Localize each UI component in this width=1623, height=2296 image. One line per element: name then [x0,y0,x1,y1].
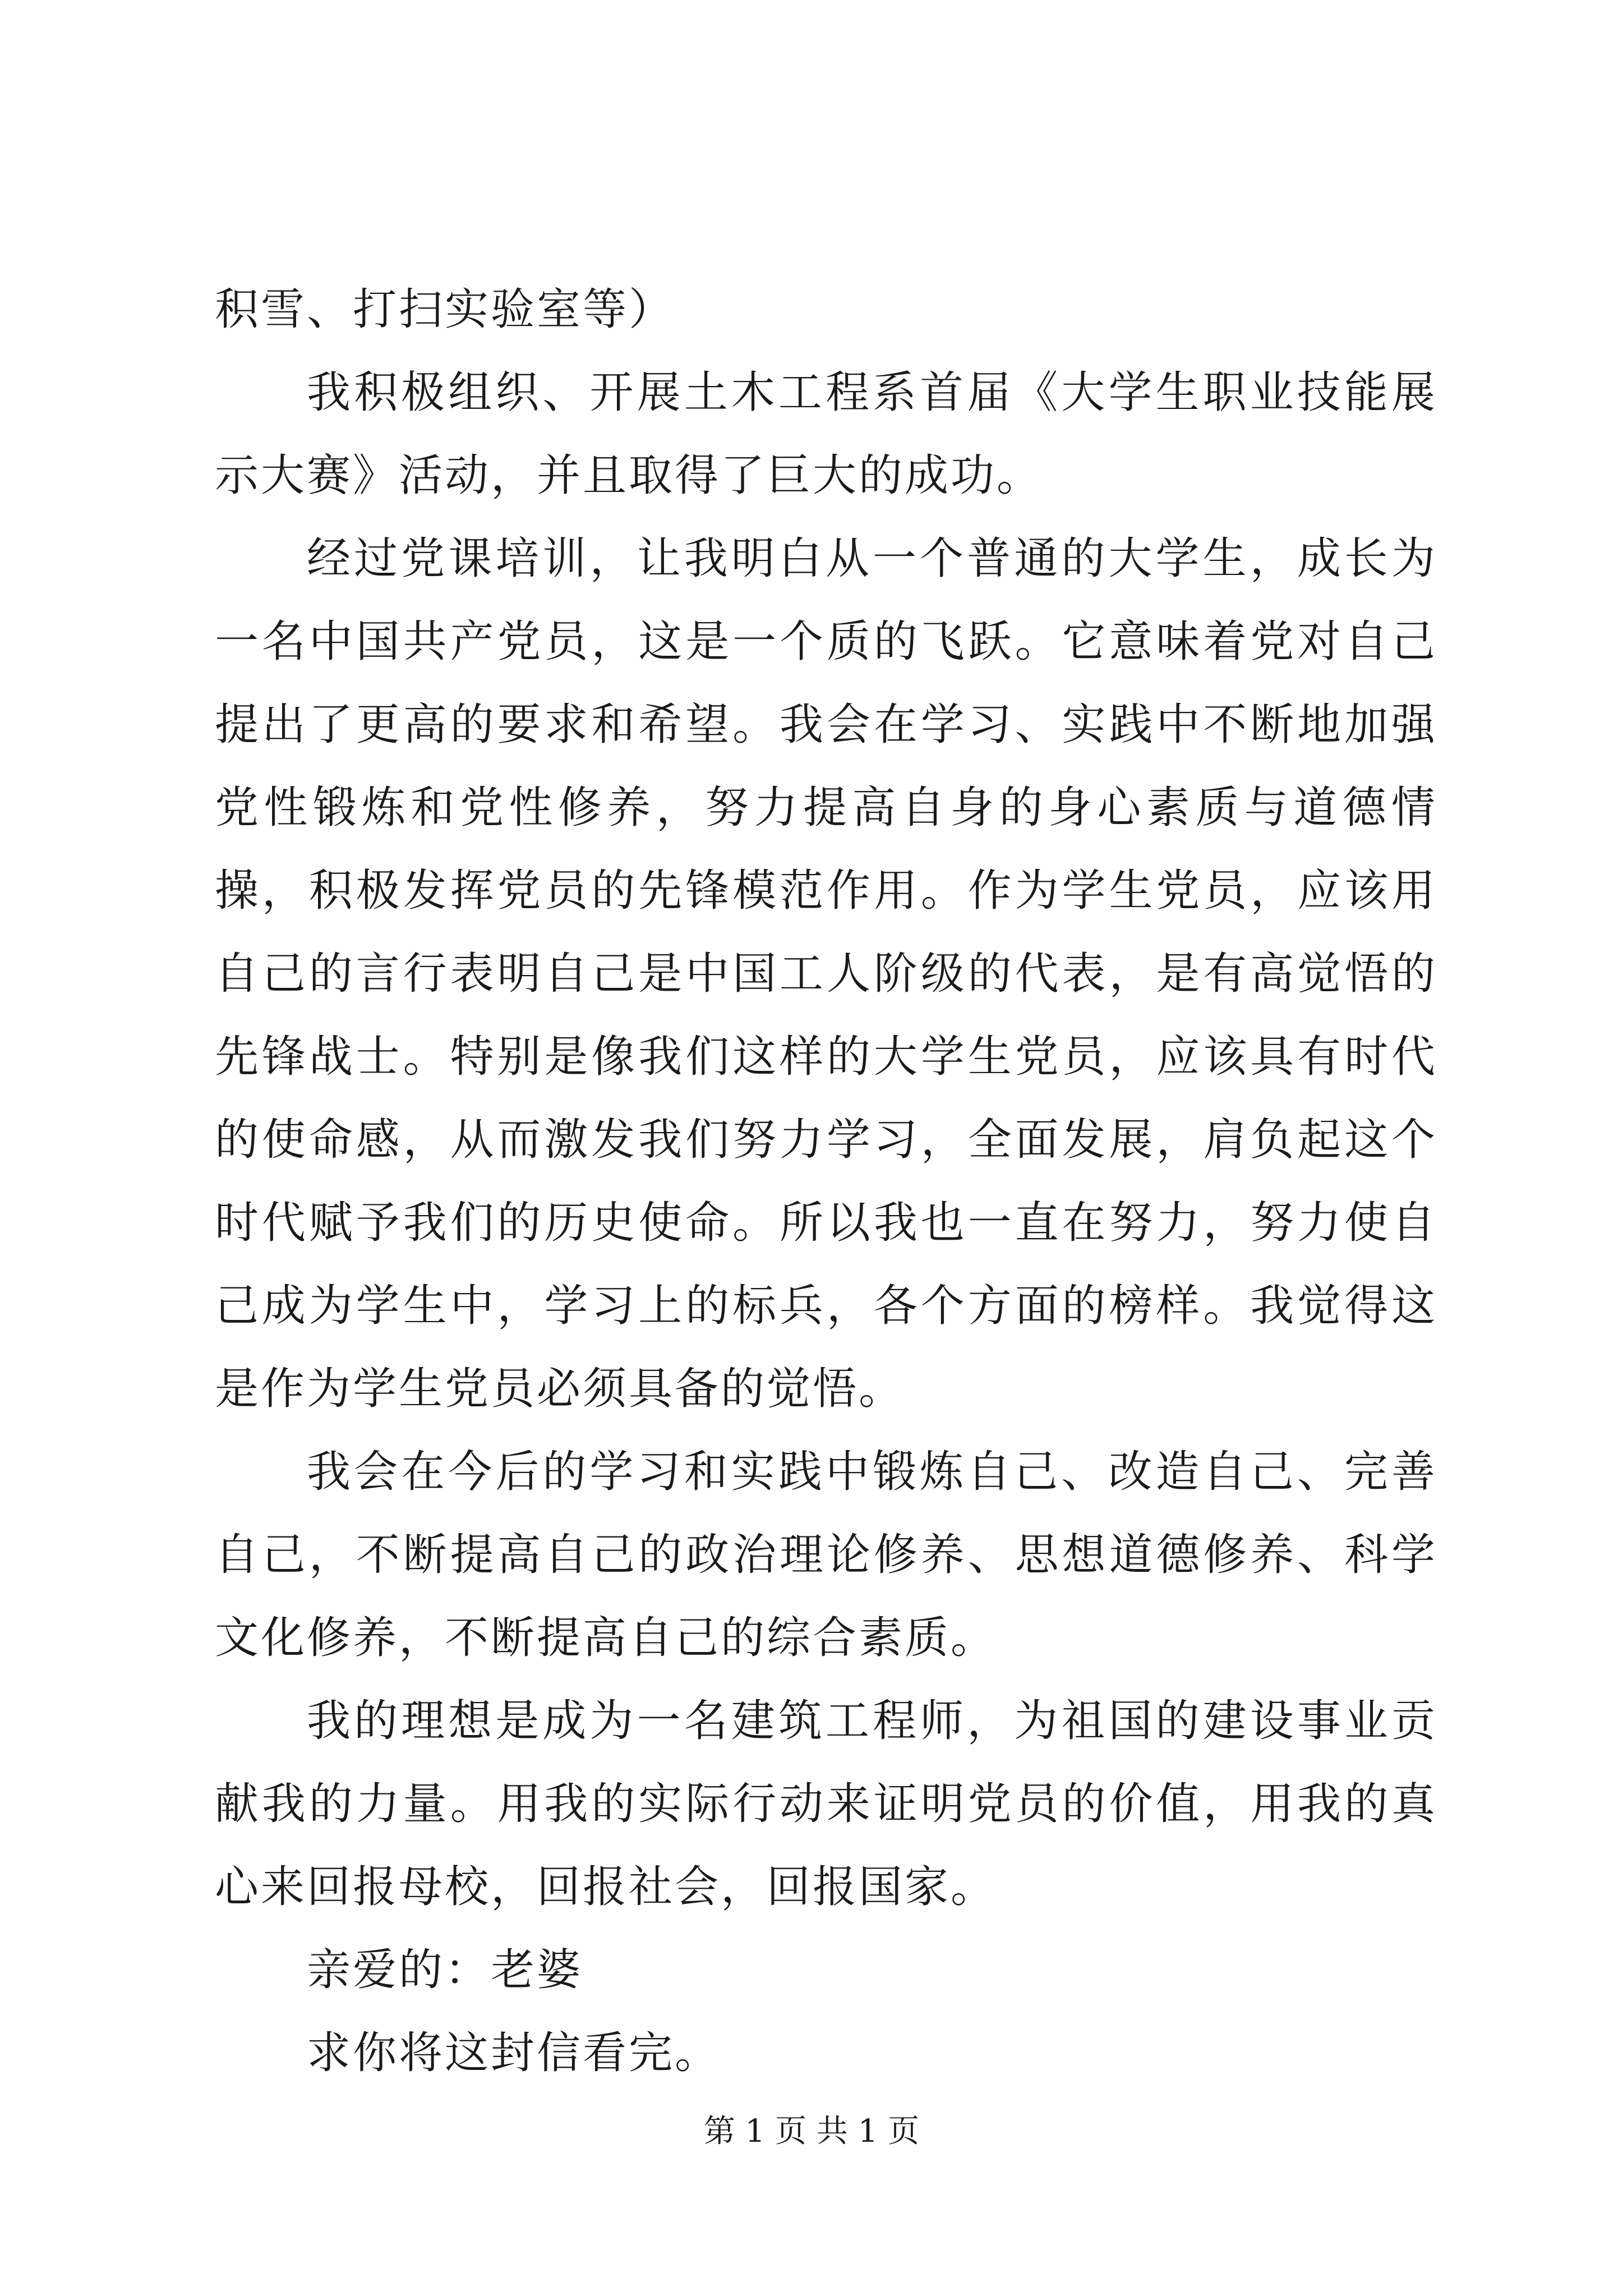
paragraph-4: 我会在今后的学习和实践中锻炼自己、改造自己、完善自己，不断提高自己的政治理论修养、思想道德修养、科学文化修养，不断提高自己的综合素质。 [215,1447,1437,1663]
paragraph-5: 我的理想是成为一名建筑工程师，为祖国的建设事业贡献我的力量。用我的实际行动来证明党员的价值，用我的真心来回报母校，回报社会，回报国家。 [215,1696,1437,1912]
paragraph-3: 经过党课培训，让我明白从一个普通的大学生，成长为一名中国共产党员，这是一个质的飞跃。它意味着党对自己提出了更高的要求和希望。我会在学习、实践中不断地加强党性锻炼和党性修养，努力提高自身的身心素质与道德情操，积极发挥党员的先锋模范作用。作为学生党员，应该用自己的言行表明自己是中国工人阶级的代表，是有高觉悟的先锋战士。特别是像我们这样的大学生党员，应该具有时代的使命感，从而激发我们努力学习，全面发展，肩负起这个时代赋予我们的历史使命。所以我也一直在努力，努力使自己成为学生中，学习上的标兵，各个方面的榜样。我觉得这是作为学生党员必须具备的觉悟。 [215,533,1437,1414]
paragraph-2: 我积极组织、开展土木工程系首届《大学生职业技能展示大赛》活动，并且取得了巨大的成功。 [215,367,1437,501]
paragraph-6: 亲爱的：老婆 [307,1945,583,1995]
paragraph-7: 求你将这封信看完。 [307,2028,721,2078]
document-body [215,268,1437,2095]
paragraph-1: 积雪、打扫实验室等） [215,284,675,335]
page-footer: 第 1 页 共 1 页 [703,2113,920,2150]
